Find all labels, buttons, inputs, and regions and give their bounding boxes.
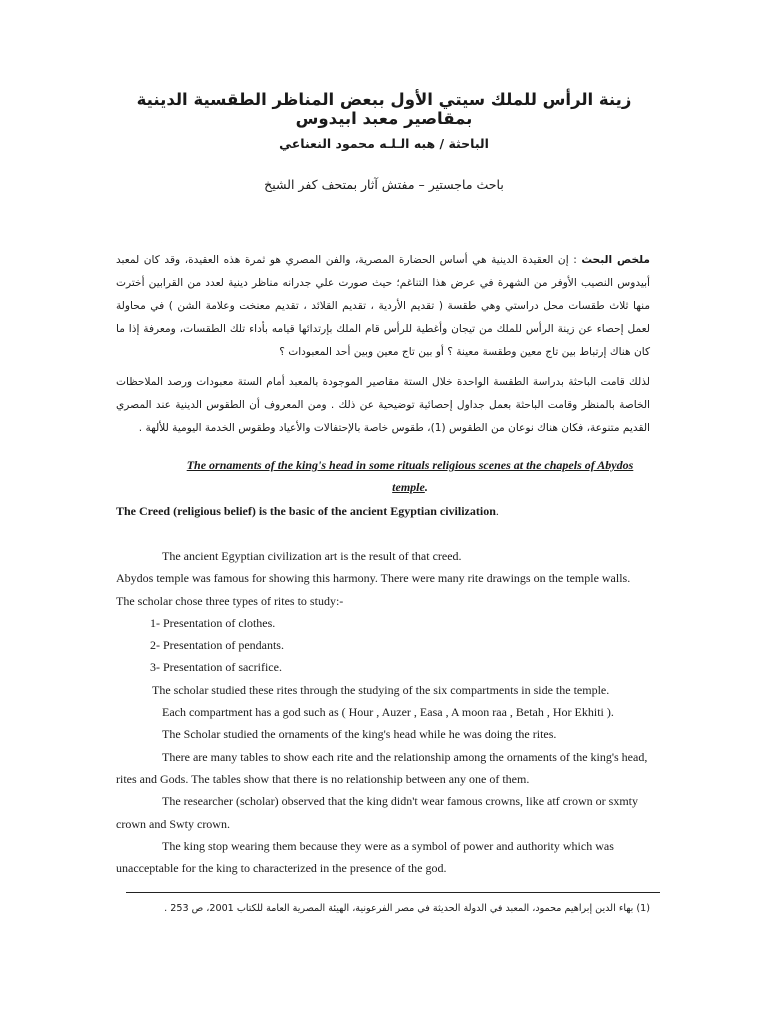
arabic-abstract-paragraph-1 <box>116 249 650 364</box>
english-paragraph-9: The king stop wearing them because they were as a symbol of power and authority which was unacceptable for the king to characterized in the presence of the god. <box>116 838 614 876</box>
list-item: 2- Presentation of pendants. <box>150 638 284 653</box>
english-paragraph-5: Each compartment has a god such as ( Hour , Auzer , Easa , A moon raa , Betah , Hor Ekhiti ). <box>162 705 614 720</box>
english-title <box>150 454 670 498</box>
footnote-divider <box>126 892 660 893</box>
english-title-line-2: temple <box>392 480 425 494</box>
arabic-abstract-paragraph-2: لذلك قامت الباحثة بدراسة الطقسة الواحدة خلال الستة مقاصير الموجودة بالمعبد أمام الستة معبودات ورصد الملاحظات الخاصة بالمنظر وقامت الباحثة بعمل جداول إحصائية توضيحية عن ذلك . ومن المعروف أن الطقوس الدينية عند المصري القديم متنوعة، فكان هناك نوعان من الطقوس (1)، طقوس خاصة بالإحتفالات والأعياد وطقوس الخدمة اليومية للألهة . <box>116 376 650 434</box>
arabic-title: زينة الرأس للملك سيتي الأول ببعض المناظر الطقسية الدينية بمقاصير معبد ابيدوس <box>136 90 632 128</box>
english-paragraph-8: The researcher (scholar) observed that the king didn't wear famous crowns, like atf crown or sxmty crown and Swty crown. <box>116 794 638 831</box>
creed-period: . <box>495 504 499 518</box>
creed-heading <box>116 500 656 522</box>
english-paragraph-2: Abydos temple was famous for showing this harmony. There were many rite drawings on the temple walls. <box>116 571 631 586</box>
author-affiliation: باحث ماجستير – مفتش آثار بمتحف كفر الشيخ <box>264 177 504 192</box>
english-body <box>116 545 656 879</box>
creed-text: The Creed (religious belief) is the basic of the ancient Egyptian civilization <box>116 504 496 518</box>
abstract-text-1: : إن العقيدة الدينية هي أساس الحضارة المصرية، والفن المصري هو ثمرة هذه العقيدة، وقد كان لمعبد أبيدوس النصيب الأوفر من الشهرة في عرض هذا التناغم؛ حيث صورت علي جدرانه مناظر دينية لعدد من القرابين أخترت منها ثلاث طقسات محل دراستي وهي طقسة ( تقديم الأردية ، تقديم القلائد ، تقديم معنخت وعلامة الشن ) في محاولة لعمل إحصاء عن زينة الرأس للملك من تيجان وأغطية للرأس قام الملك بإرتدائها قيامه بأداء تلك الطقسات، ومعرفة إذا ما كان هناك إرتباط بين تاج معين وطقسة معينة ؟ أو بين تاج معين وبين أحد المعبودات ؟ <box>116 254 650 358</box>
abstract-label: ملخص البحث <box>581 254 650 266</box>
english-title-period: . <box>424 480 428 494</box>
english-paragraph-7: There are many tables to show each rite and the relationship among the ornaments of the king's head, rites and Gods. The tables show that there is no relationship between any one of them. <box>116 749 648 786</box>
english-paragraph-4: The scholar studied these rites through the studying of the six compartments in side the temple. <box>152 682 610 697</box>
english-paragraph-1: The ancient Egyptian civilization art is the result of that creed. <box>162 549 462 563</box>
list-item: 3- Presentation of sacrifice. <box>150 660 282 675</box>
list-item: 1- Presentation of clothes. <box>150 615 276 630</box>
author-name: الباحثة / هبه الـلـه محمود النعناعي <box>279 136 489 151</box>
english-paragraph-6: The Scholar studied the ornaments of the king's head while he was doing the rites. <box>162 727 557 742</box>
english-paragraph-3: The scholar chose three types of rites to study:- <box>116 593 344 608</box>
english-title-line-1: The ornaments of the king's head in some rituals religious scenes at the chapels of Abydos <box>186 458 634 472</box>
footnote: (1) بهاء الدين إبراهيم محمود، المعبد في الدولة الحديثة في مصر الفرعونية، الهيئة المصرية العامة للكتاب 2001، ص 253 . <box>164 903 650 914</box>
